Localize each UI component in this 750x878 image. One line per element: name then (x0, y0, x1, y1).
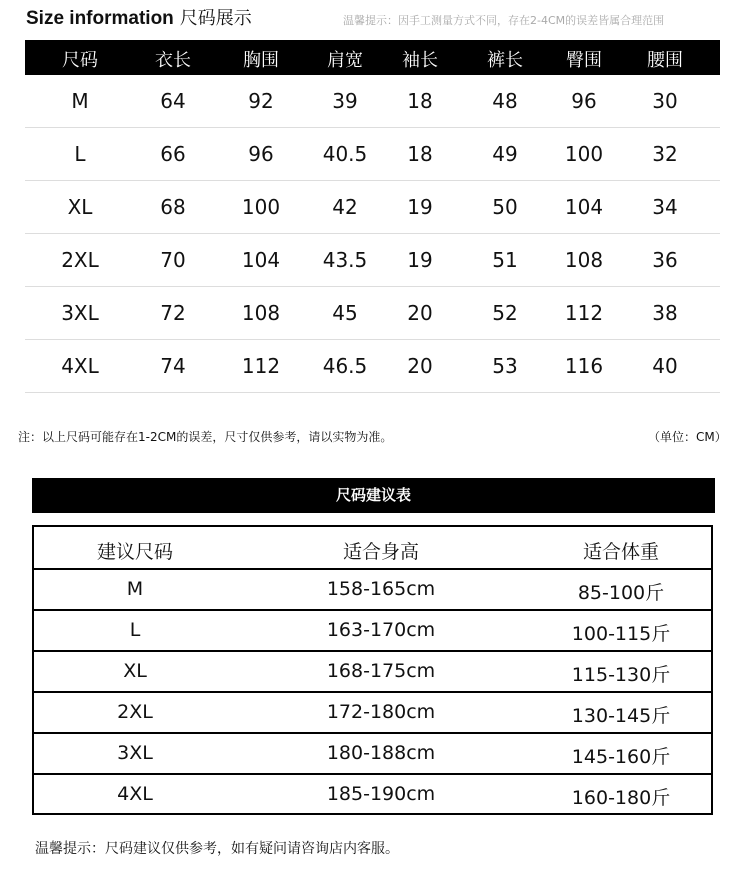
table-cell: 51 (492, 248, 518, 272)
footer-hint: 温馨提示：尺码建议仅供参考，如有疑问请咨询店内客服。 (35, 841, 399, 857)
table-cell: 100 (564, 142, 604, 166)
column-header: 适合身高 (342, 541, 420, 563)
table-row (25, 75, 720, 128)
table-cell: 2XL (117, 701, 153, 723)
table-cell: 50 (492, 195, 518, 219)
table-cell: 112 (564, 301, 604, 325)
table-cell: 46.5 (322, 354, 368, 378)
table-cell: L (74, 142, 86, 166)
table-cell: XL (67, 195, 93, 219)
table-cell: 4XL (61, 354, 99, 378)
column-header: 袖长 (402, 50, 438, 71)
table-cell: L (129, 619, 141, 641)
table-cell: 108 (241, 301, 281, 325)
table-cell: 53 (492, 354, 518, 378)
table-cell: 168-175cm (326, 660, 436, 682)
table-cell: 185-190cm (326, 783, 436, 805)
table-row (34, 775, 711, 816)
table-cell: 20 (407, 301, 433, 325)
table-cell: 19 (407, 195, 433, 219)
table-cell: 2XL (61, 248, 99, 272)
table-cell: 172-180cm (326, 701, 436, 723)
recommend-table (32, 525, 713, 815)
table-row (25, 340, 720, 393)
column-header: 腰围 (647, 50, 683, 71)
table-cell: 116 (564, 354, 604, 378)
table-cell: 42 (332, 195, 358, 219)
table-row (25, 287, 720, 340)
table-cell: 52 (492, 301, 518, 325)
table-cell: 96 (571, 89, 597, 113)
table-cell: 30 (652, 89, 678, 113)
title-cn: 尺码展示 (179, 8, 252, 28)
table-cell: 180-188cm (326, 742, 436, 764)
table-row (34, 570, 711, 611)
table-cell: 100 (241, 195, 281, 219)
table-cell: 70 (160, 248, 186, 272)
table-row (34, 611, 711, 652)
unit-label: （单位：CM） (648, 430, 727, 444)
size-table-header (25, 40, 720, 75)
table-cell: 68 (160, 195, 186, 219)
column-header: 肩宽 (327, 50, 363, 71)
column-header: 胸围 (243, 50, 279, 71)
table-cell: 160-180斤 (571, 787, 671, 809)
table-cell: 96 (248, 142, 274, 166)
title-en: Size information (26, 8, 174, 29)
table-cell: 74 (160, 354, 186, 378)
table-row (34, 652, 711, 693)
column-header: 臀围 (566, 50, 602, 71)
table-cell: 3XL (61, 301, 99, 325)
table-cell: 40 (652, 354, 678, 378)
table-cell: 115-130斤 (571, 664, 671, 686)
table-cell: 36 (652, 248, 678, 272)
table-row (34, 693, 711, 734)
table-cell: M (126, 578, 144, 600)
table-cell: 39 (332, 89, 358, 113)
column-header: 尺码 (62, 50, 98, 71)
table-cell: 18 (407, 142, 433, 166)
table-cell: 38 (652, 301, 678, 325)
page-title (26, 4, 252, 30)
column-header: 建议尺码 (96, 541, 174, 563)
recommend-title: 尺码建议表 (32, 478, 715, 513)
table-cell: XL (123, 660, 147, 682)
table-cell: 85-100斤 (577, 582, 665, 604)
table-cell: 92 (248, 89, 274, 113)
table-cell: 72 (160, 301, 186, 325)
column-header: 裤长 (487, 50, 523, 71)
column-header: 适合体重 (582, 541, 660, 563)
table-row (34, 734, 711, 775)
table-cell: 104 (564, 195, 604, 219)
table-row (25, 128, 720, 181)
table-cell: 104 (241, 248, 281, 272)
measurement-hint: 温馨提示：因手工测量方式不同，存在2-4CM的误差皆属合理范围 (343, 14, 665, 27)
table-cell: 43.5 (322, 248, 368, 272)
table-cell: 145-160斤 (571, 746, 671, 768)
table-cell: 34 (652, 195, 678, 219)
table-cell: 158-165cm (326, 578, 436, 600)
table-cell: 66 (160, 142, 186, 166)
table-cell: 20 (407, 354, 433, 378)
table-cell: 18 (407, 89, 433, 113)
table-cell: 130-145斤 (571, 705, 671, 727)
table-cell: 108 (564, 248, 604, 272)
table-cell: 163-170cm (326, 619, 436, 641)
table-cell: 48 (492, 89, 518, 113)
table-cell: 32 (652, 142, 678, 166)
table-header-row (34, 527, 711, 570)
table-cell: 4XL (117, 783, 153, 805)
size-note: 注：以上尺码可能存在1-2CM的误差，尺寸仅供参考，请以实物为准。 (18, 430, 393, 444)
column-header: 衣长 (155, 50, 191, 71)
table-cell: 112 (241, 354, 281, 378)
table-cell: 3XL (117, 742, 153, 764)
table-cell: 100-115斤 (571, 623, 671, 645)
table-cell: M (71, 89, 89, 113)
table-cell: 45 (332, 301, 358, 325)
table-cell: 49 (492, 142, 518, 166)
table-cell: 19 (407, 248, 433, 272)
table-row (25, 181, 720, 234)
table-cell: 40.5 (322, 142, 368, 166)
table-row (25, 234, 720, 287)
table-cell: 64 (160, 89, 186, 113)
